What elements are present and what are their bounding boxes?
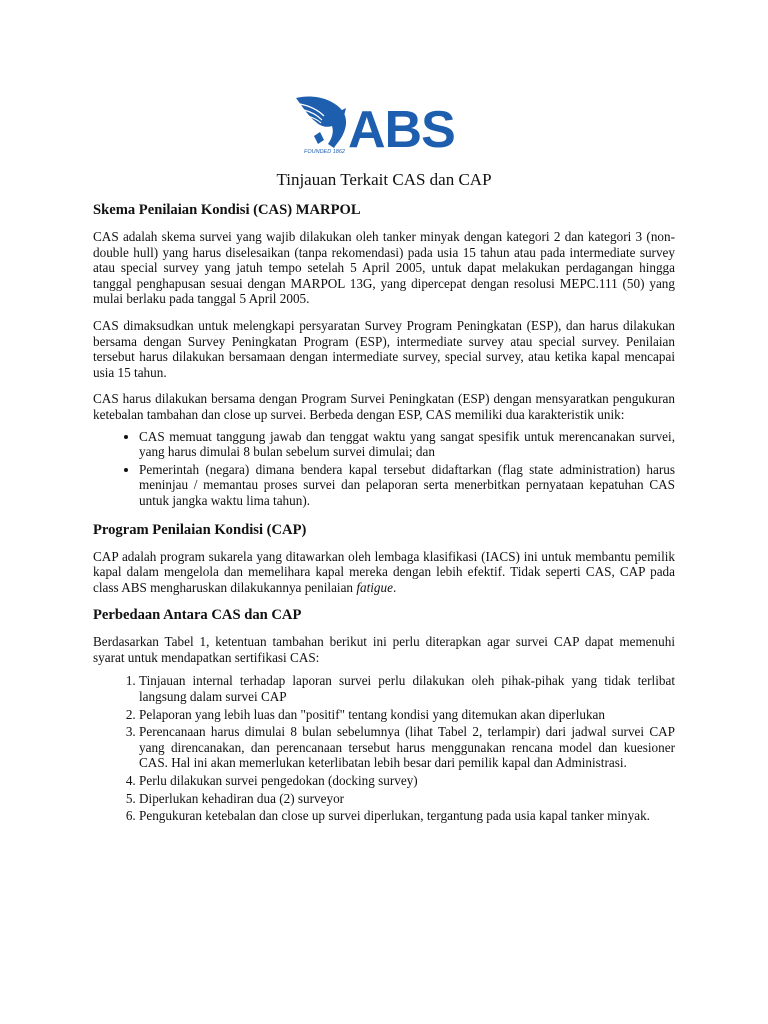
- list-item: 4. Perlu dilakukan survei pengedokan (docking survey): [139, 773, 675, 789]
- list-item: 1. Tinjauan internal terhadap laporan survei perlu dilakukan oleh pihak-pihak yang tidak terlibat langsung dalam survei CAP: [139, 673, 675, 704]
- logo-wordmark: ABS: [348, 101, 455, 154]
- section-heading-diff: Perbedaan Antara CAS dan CAP: [93, 607, 302, 624]
- diff-requirements-list: [93, 673, 675, 823]
- cap-text-end: .: [392, 579, 397, 595]
- list-item: 6. Pengukuran ketebalan dan close up survei diperlukan, tergantung pada usia kapal tanker minyak.: [139, 808, 675, 824]
- cap-paragraph-1: [93, 549, 675, 596]
- list-item: • Pemerintah (negara) dimana bendera kapal tersebut didaftarkan (flag state administration) harus meninjau / memantau proses survei dan pelaporan serta menerbitkan pernyataan kepatuhan CAS untuk jangka waktu lima tahun).: [139, 462, 675, 509]
- list-item: 2. Pelaporan yang lebih luas dan "positif" tentang kondisi yang ditemukan akan diperlukan: [139, 707, 675, 723]
- cap-text: CAP adalah program sukarela yang ditawarkan oleh lembaga klasifikasi (IACS) ini untuk membantu pemilik kapal dalam mengelola dan memelihara kapal mereka dengan lebih efektif. Tidak seperti CAS, CAP pada class ABS mengharuskan dilakukannya penilaian: [93, 548, 675, 595]
- cas-paragraph-3: CAS harus dilakukan bersama dengan Program Survei Peningkatan (ESP) dengan mensyaratkan pengukuran ketebalan tambahan dan close up survei. Berbeda dengan ESP, CAS memiliki dua karakteristik unik:: [93, 391, 675, 422]
- list-item: • CAS memuat tanggung jawab dan tenggat waktu yang sangat spesifik untuk merencanakan survei, yang harus dimulai 8 bulan sebelum survei dimulai; dan: [139, 429, 675, 460]
- diff-paragraph-1: Berdasarkan Tabel 1, ketentuan tambahan berikut ini perlu diterapkan agar survei CAP dapat memenuhi syarat untuk mendapatkan sertifikasi CAS:: [93, 634, 675, 665]
- cas-paragraph-1: CAS adalah skema survei yang wajib dilakukan oleh tanker minyak dengan kategori 2 dan kategori 3 (non-double hull) yang harus diselesaikan (tanpa rekomendasi) pada usia 15 tahun atau pada intermediate survey atau special survey yang jatuh tempo setelah 5 April 2005, untuk dapat melakukan perdagangan hingga tanggal penghapusan sesuai dengan MARPOL 13G, yang dipercepat dengan resolusi MEPC.111 (50) yang mulai berlaku pada tanggal 5 April 2005.: [93, 229, 675, 307]
- section-heading-cas: Skema Penilaian Kondisi (CAS) MARPOL: [93, 202, 361, 218]
- logo-tagline: FOUNDED 1862: [304, 149, 345, 154]
- eagle-icon: [296, 96, 346, 148]
- list-item: 3. Perencanaan harus dimulai 8 bulan sebelumnya (lihat Tabel 2, terlampir) dari jadwal survei CAP yang direncanakan, dan perencanaan tersebut harus menggunakan rencana model dan kuesioner CAS. Hal ini akan memerlukan keterlibatan lebih besar dari pemilik kapal dan Administrasi.: [139, 724, 675, 771]
- list-item: 5. Diperlukan kehadiran dua (2) surveyor: [139, 791, 675, 807]
- document-body: [93, 170, 675, 836]
- cas-characteristics-list: [93, 429, 675, 509]
- page-title: Tinjauan Terkait CAS dan CAP: [276, 170, 492, 189]
- section-heading-cap: Program Penilaian Kondisi (CAP): [93, 521, 307, 538]
- cas-paragraph-2: CAS dimaksudkan untuk melengkapi persyaratan Survey Program Peningkatan (ESP), dan harus dilakukan bersama dengan Survey Peningkatan Program (ESP), intermediate survey atau special survey. Penilaian tersebut harus dilakukan bersamaan dengan intermediate survey, special survey, atau ketika kapal mencapai usia 15 tahun.: [93, 317, 675, 380]
- fatigue-term: fatigue: [356, 579, 393, 595]
- abs-logo: [294, 92, 474, 154]
